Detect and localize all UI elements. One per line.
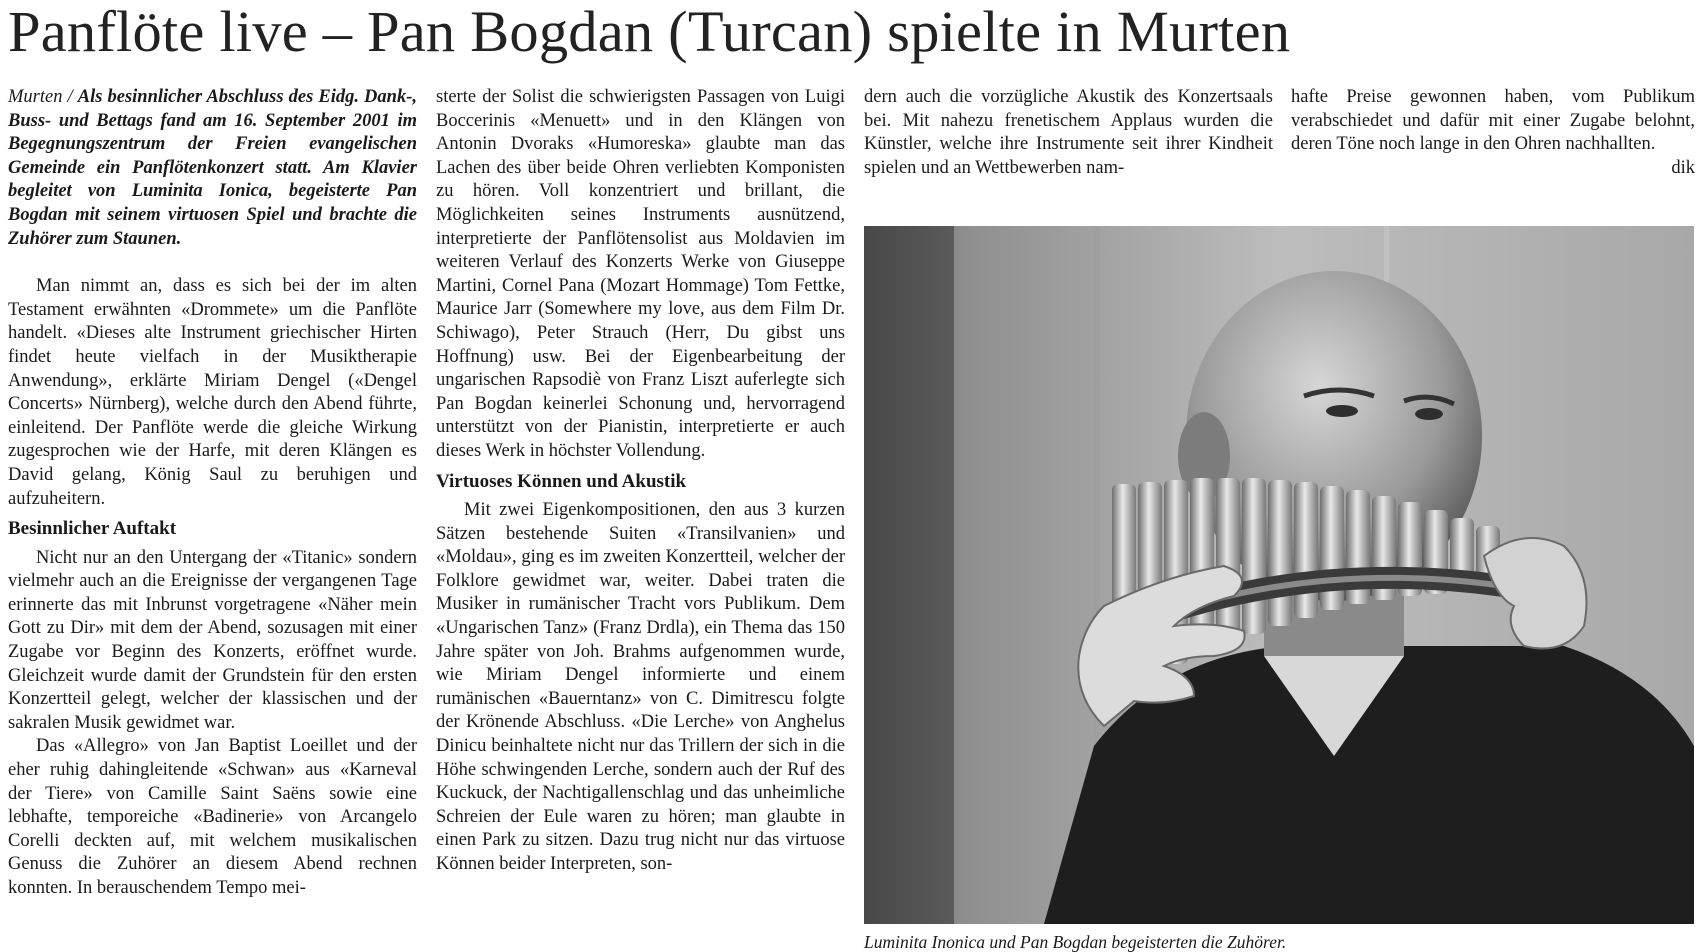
paragraph-gap	[8, 251, 417, 275]
lead-place: Murten /	[8, 87, 78, 107]
subheading-virtuoses-koennen: Virtuoses Können und Akustik	[436, 470, 687, 492]
column-3	[864, 86, 1273, 180]
author-signature: dik	[1671, 157, 1695, 178]
body-paragraph: Nicht nur an den Untergang der «Titanic» sondern vielmehr auch an die Ereignisse der vergangenen Tage erinnerte das mit Inbrunst vorgetragene «Näher mein Gott zu Dir» mit dem der Abend, sozusagen mit einer Zugabe vor Beginn des Konzerts, eröffnet wurde. Gleichzeit wurde damit der Grundstein für den ersten Konzertteil gelegt, welcher der klassischen und der sakralen Musik gewidmet war.	[8, 547, 417, 733]
body-paragraph: Das «Allegro» von Jan Baptist Loeillet und der eher ruhig dahingleitende «Schwan» aus «Karneval der Tiere» von Camille Saint Saëns sowie eine lebhafte, temporeiche «Badinerie» von Arcangelo Corelli deckten auf, mit welchem musikalischen Genuss die Zuhörer an diesem Abend rechnen konnten. In berauschendem Tempo mei-	[8, 736, 417, 898]
body-paragraph: Mit zwei Eigenkompositionen, den aus 3 kurzen Sätzen bestehende Suiten «Transilvanien» und «Moldau», ging es im zweiten Konzertteil, welcher der Folklore gewidmet war, weiter. Dabei traten die Musiker in rumänischer Tracht vors Publikum. Dem «Ungarischen Tanz» (Franz Drdla), ein Thema das 150 Jahre später von Joh. Brahms aufgenommen wurde, wie Miriam Dengel informierte und einem rumänischen «Bauerntanz» von C. Dimitrescu folgte der Krönende Abschluss. «Die Lerche» von Anghelus Dinicu beinhaltete nicht nur das Trillern der sich in die Höhe schwingenden Lerche, sondern auch der Ruf des Kuckuck, der Nachtigallenschlag und das unheimliche Schreien der Eule waren zu hören; man glaubte in einen Park zu sitzen. Dazu trug nicht nur das virtuose Können beider Interpreten, son-	[436, 500, 845, 874]
column-2	[436, 86, 845, 877]
body-paragraph: Man nimmt an, dass es sich bei der im alten Testament erwähnten «Drommete» um die Panflöte handelt. «Dieses alte Instrument griechischer Hirten findet heute vielfach in der Musiktherapie Anwendung», erklärte Miriam Dengel («Dengel Concerts» Nürnberg), welche durch den Abend führte, einleitend. Der Panflöte werde die gleiche Wirkung zugesprochen wie der Harfe, mit deren Klängen es David gelang, König Saul zu beruhigen und aufzuheitern.	[8, 276, 417, 509]
lead-text: Als besinnlicher Abschluss des Eidg. Dank-, Buss- und Bettags fand am 16. September 2001 im Begegnungszentrum der Freien evangelischen Gemeinde ein Panflötenkonzert statt. Am Klavier begleitet von Luminita Ionica, begeisterte Pan Bogdan mit seinem virtuosen Spiel und brachte die Zuhörer zum Staunen.	[8, 87, 417, 249]
column-1	[8, 86, 417, 901]
photo-caption: Luminita Inonica und Pan Bogdan begeisterten die Zuhörer.	[864, 932, 1287, 952]
body-paragraph: dern auch die vorzügliche Akustik des Konzertsaals bei. Mit nahezu frenetischem Applaus wurden die Künstler, welche ihre Instrumente seit ihrer Kindheit spielen und an Wettbewerben nam-	[864, 87, 1273, 178]
subheading-besinnlicher-auftakt: Besinnlicher Auftakt	[8, 518, 177, 540]
panflute-player-image	[864, 226, 1694, 924]
article-headline: Panflöte live – Pan Bogdan (Turcan) spielte in Murten	[8, 0, 1291, 64]
article-lead	[8, 86, 417, 251]
column-4	[1291, 86, 1695, 180]
body-paragraph: hafte Preise gewonnen haben, vom Publikum verabschiedet und dafür mit einer Zugabe belohnt, deren Töne noch lange in den Ohren nachhallten.	[1291, 87, 1695, 155]
article-photo	[864, 226, 1694, 924]
body-paragraph: sterte der Solist die schwierigsten Passagen von Luigi Boccerinis «Menuett» und in den Klängen von Antonin Dvoraks «Humoreska» glaubte man das Lachen des über beide Ohren verliebten Komponisten zu hören. Voll konzentriert und brillant, die Möglichkeiten seines Instruments ausnützend, interpretierte der Panflötensolist aus Moldavien im weiteren Verlauf des Konzerts Werke von Giuseppe Martini, Cornel Pana (Mozart Hommage) Tom Fettke, Maurice Jarr (Somewhere my love, aus dem Film Dr. Schiwago), Peter Strauch (Herr, Du gibst uns Hoffnung) usw. Bei der Eigenbearbeitung der ungarischen Rapsodiè von Franz Liszt auferlegte sich Pan Bogdan keinerlei Schonung und, hervorragend unterstützt von der Pianistin, interpretierte er auch dieses Werk in höchster Vollendung.	[436, 87, 845, 461]
